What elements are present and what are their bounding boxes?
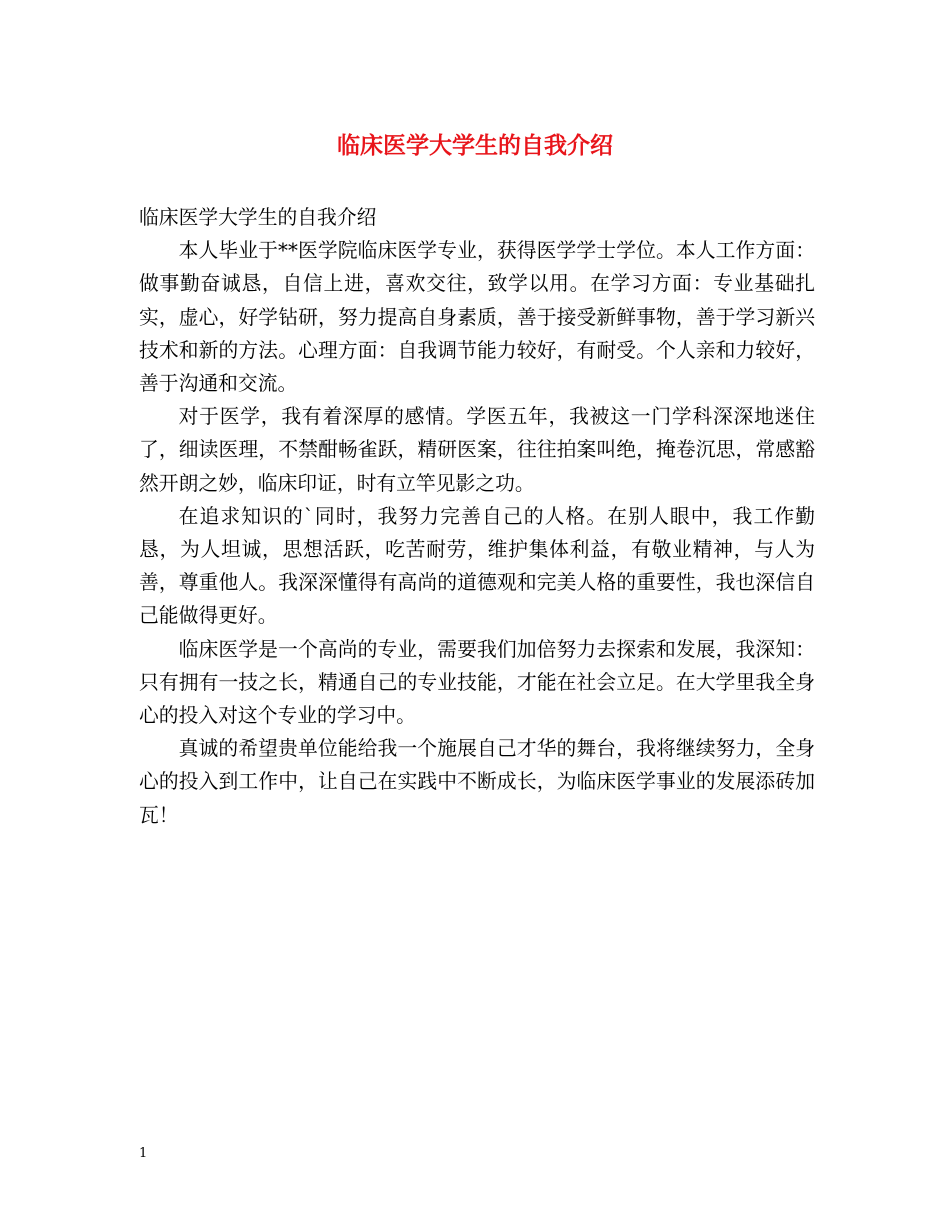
document-title: 临床医学大学生的自我介绍: [337, 132, 613, 159]
paragraph-2: 对于医学，我有着深厚的感情。学医五年，我被这一门学科深深地迷住了，细读医理，不禁酣畅雀跃，精研医案，往往拍案叫绝，掩卷沉思，常感豁然开朗之妙，临床印证，时有立竿见影之功。: [139, 405, 815, 495]
paragraph-4: 临床医学是一个高尚的专业，需要我们加倍努力去探索和发展，我深知：只有拥有一技之长，精通自己的专业技能，才能在社会立足。在大学里我全身心的投入对这个专业的学习中。: [139, 637, 815, 728]
paragraph-3: 在追求知识的`同时，我努力完善自己的人格。在别人眼中，我工作勤恳，为人坦诚，思想活跃，吃苦耐劳，维护集体利益，有敬业精神，与人为善，尊重他人。我深深懂得有高尚的道德观和完美人格的重要性，我也深信自己能做得更好。: [139, 504, 815, 628]
paragraph-1: 本人毕业于**医学院临床医学专业，获得医学学士学位。本人工作方面：做事勤奋诚恳，自信上进，喜欢交往，致学以用。在学习方面：专业基础扎实，虚心，好学钻研，努力提高自身素质，善于接受新鲜事物，善于学习新兴技术和新的方法。心理方面：自我调节能力较好，有耐受。个人亲和力较好，善于沟通和交流。: [139, 239, 815, 396]
paragraph-5: 真诚的希望贵单位能给我一个施展自己才华的舞台，我将继续努力，全身心的投入到工作中，让自己在实践中不断成长，为临床医学事业的发展添砖加瓦！: [139, 737, 815, 827]
page-number: 1: [139, 1146, 148, 1161]
document-body: [139, 201, 815, 832]
document-subtitle: 临床医学大学生的自我介绍: [139, 206, 377, 229]
